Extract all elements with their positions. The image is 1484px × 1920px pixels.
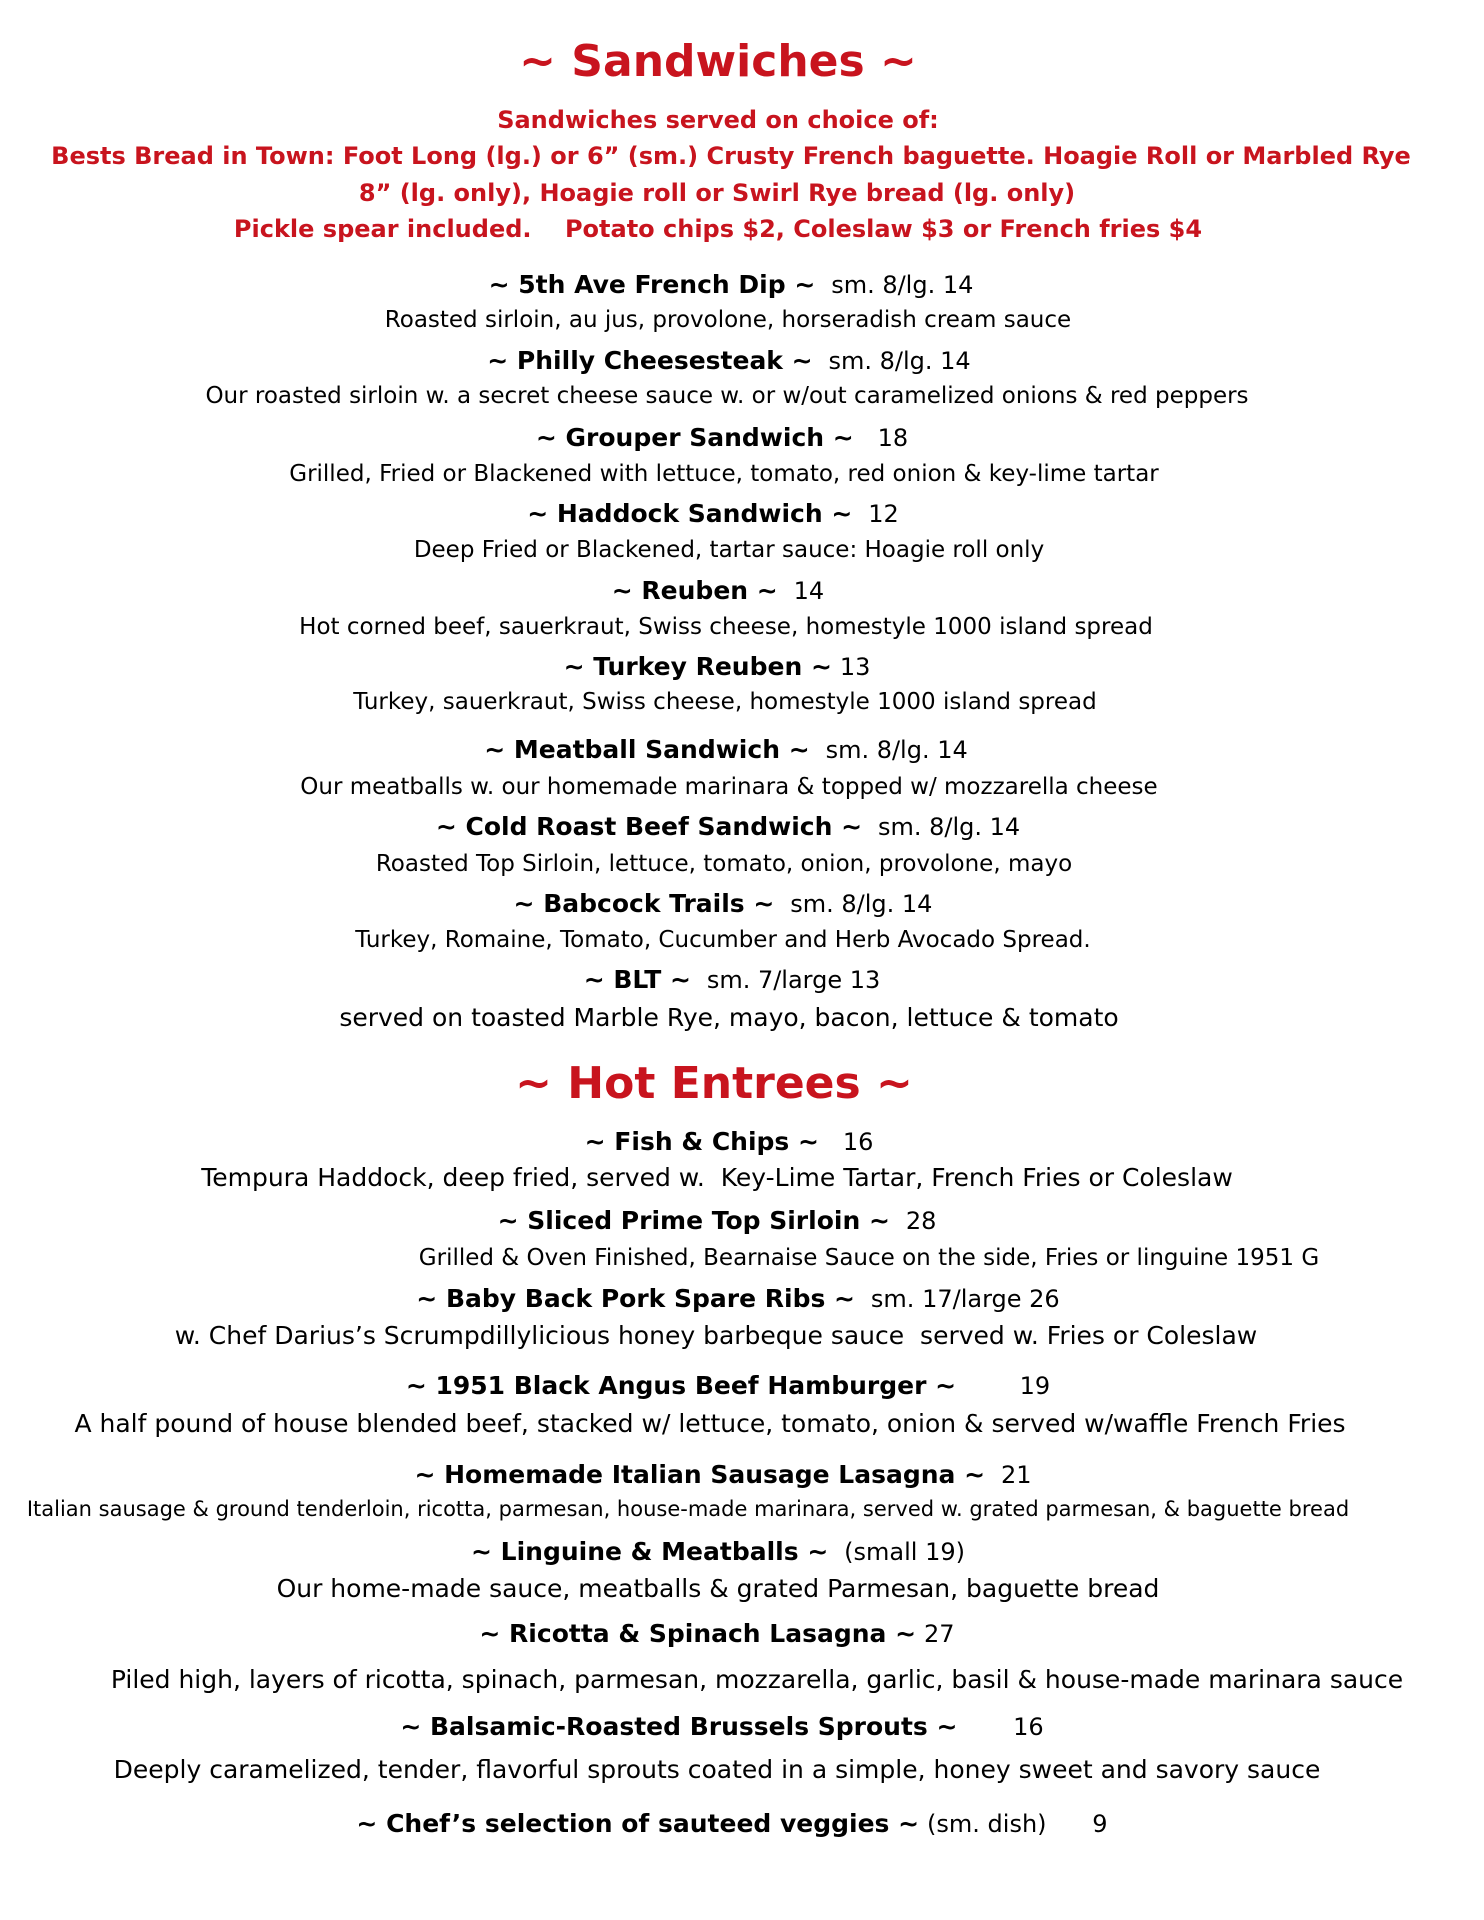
menu-item-title (0, 270, 1473, 299)
item-description: A half pound of house blended beef, stacked w/ lettuce, tomato, onion & served w/waffle French Fries (74, 1409, 1346, 1438)
menu-item-title (0, 423, 1464, 452)
item-name: ~ Cold Roast Beef Sandwich ~ (435, 812, 863, 841)
hot-entrees-heading: ~ Hot Entrees ~ (515, 1058, 913, 1109)
item-name: ~ Haddock Sandwich ~ (527, 499, 853, 528)
menu-item-title (0, 965, 1474, 994)
item-price: sm. 8/lg. 14 (790, 890, 933, 918)
item-name: ~ Meatball Sandwich ~ (484, 735, 810, 764)
item-price: 28 (905, 1207, 937, 1235)
item-price: 19 (1019, 1372, 1051, 1400)
menu-item-title (0, 652, 1459, 681)
item-name: ~ Sliced Prime Top Sirloin ~ (497, 1206, 890, 1235)
item-name: ~ Reuben ~ (611, 576, 778, 605)
menu-item-title (0, 1127, 1471, 1156)
item-description: Roasted sirloin, au jus, provolone, horseradish cream sauce (384, 307, 1072, 333)
menu-item-title (0, 576, 1460, 605)
menu-item-title (0, 889, 1465, 918)
item-price: 18 (877, 424, 909, 452)
item-price: 21 (1000, 1461, 1032, 1489)
item-price: sm. 8/lg. 14 (877, 813, 1021, 841)
menu-item-title (0, 1284, 1480, 1313)
item-description: Tempura Haddock, deep fried, served w. Key-Lime Tartar, French Fries or Coleslaw (201, 1163, 1233, 1192)
menu-item-title (0, 1371, 1470, 1400)
menu-item-title (0, 1809, 1474, 1838)
item-name: ~ Turkey Reuben ~ (563, 652, 832, 681)
item-price: sm. 8/lg. 14 (831, 271, 974, 299)
item-price: 14 (793, 577, 825, 605)
item-description: Italian sausage & ground tenderloin, ricotta, parmesan, house-made marinara, served w. grated parmesan, & baguette bread (26, 1497, 1350, 1521)
item-price: sm. 8/lg. 14 (825, 736, 968, 764)
sandwiches-intro-line: Bests Bread in Town: Foot Long (lg.) or 6” (sm.) Crusty French baguette. Hoagie Roll or Marbled Rye (51, 142, 1411, 170)
item-description: Grilled & Oven Finished, Bearnaise Sauce on the side, Fries or linguine 1951 G (418, 1245, 1320, 1271)
menu-item-title (0, 1460, 1465, 1489)
item-price: 12 (868, 500, 899, 528)
menu-item-title (0, 735, 1468, 764)
item-name: ~ Linguine & Meatballs ~ (471, 1537, 829, 1566)
item-description: Our roasted sirloin w. a secret cheese sauce w. or w/out caramelized onions & red peppers (205, 383, 1249, 409)
item-description: w. Chef Darius’s Scrumpdillylicious honey barbeque sauce served w. Fries or Coleslaw (174, 1321, 1258, 1350)
sandwiches-heading: ~ Sandwiches ~ (519, 36, 917, 87)
item-name: ~ Baby Back Pork Spare Ribs ~ (416, 1284, 856, 1313)
menu-item-title (0, 346, 1471, 375)
item-price: sm. 8/lg. 14 (828, 347, 971, 375)
sandwiches-intro-line: Sandwiches served on choice of: (497, 106, 939, 134)
item-name: ~ Chef’s selection of sauteed veggies ~ (356, 1809, 920, 1838)
item-description: Deeply caramelized, tender, flavorful sprouts coated in a simple, honey sweet and savory sauce (113, 1755, 1321, 1784)
item-price: 27 (924, 1620, 955, 1648)
item-description: Our meatballs w. our homemade marinara & topped w/ mozzarella cheese (300, 774, 1158, 800)
item-description: served on toasted Marble Rye, mayo, bacon, lettuce & tomato (339, 1003, 1119, 1032)
menu-item-title (0, 1619, 1459, 1648)
item-name: ~ Philly Cheesesteak ~ (487, 346, 813, 375)
item-description: Piled high, layers of ricotta, spinach, parmesan, mozzarella, garlic, basil & house-made marinara sauce (110, 1665, 1404, 1694)
menu-item-title (0, 1537, 1460, 1566)
menu-item-title (0, 1206, 1459, 1235)
item-description: Turkey, sauerkraut, Swiss cheese, homestyle 1000 island spread (353, 689, 1097, 715)
item-description: Deep Fried or Blackened, tartar sauce: Hoagie roll only (413, 537, 1045, 563)
sandwiches-intro-line: 8” (lg. only), Hoagie roll or Swirl Rye bread (lg. only) (358, 179, 1076, 207)
item-description: Roasted Top Sirloin, lettuce, tomato, onion, provolone, mayo (375, 851, 1073, 877)
item-name: ~ Homemade Italian Sausage Lasagna ~ (414, 1460, 986, 1489)
sandwiches-intro-line: Pickle spear included. Potato chips $2, Coleslaw $3 or French fries $4 (233, 215, 1203, 243)
item-price: (sm. dish) 9 (927, 1810, 1108, 1838)
item-name: ~ 5th Ave French Dip ~ (488, 270, 816, 299)
item-name: ~ Ricotta & Spinach Lasagna ~ (479, 1619, 917, 1648)
menu-item-title (0, 1712, 1464, 1741)
item-price: (small 19) (844, 1538, 965, 1566)
item-name: ~ Grouper Sandwich ~ (535, 423, 854, 452)
item-description: Turkey, Romaine, Tomato, Cucumber and Herb Avocado Spread. (355, 927, 1091, 953)
item-description: Grilled, Fried or Blackened with lettuce, tomato, red onion & key-lime tartar (289, 461, 1159, 487)
item-name: ~ Balsamic-Roasted Brussels Sprouts ~ (400, 1712, 958, 1741)
item-name: ~ Babcock Trails ~ (513, 889, 775, 918)
item-price: 16 (1013, 1713, 1044, 1741)
item-price: sm. 7/large 13 (706, 966, 881, 994)
menu-item-title (0, 812, 1470, 841)
item-name: ~ 1951 Black Angus Beef Hamburger ~ (405, 1371, 957, 1400)
item-description: Hot corned beef, sauerkraut, Swiss cheese, homestyle 1000 island spread (299, 614, 1153, 640)
menu-item-title (0, 499, 1455, 528)
item-name: ~ Fish & Chips ~ (584, 1127, 819, 1156)
item-price: sm. 17/large 26 (870, 1285, 1060, 1313)
item-name: ~ BLT ~ (583, 965, 691, 994)
item-description: Our home-made sauce, meatballs & grated Parmesan, baguette bread (276, 1574, 1160, 1603)
item-price: 16 (842, 1128, 874, 1156)
item-price: 13 (839, 653, 871, 681)
